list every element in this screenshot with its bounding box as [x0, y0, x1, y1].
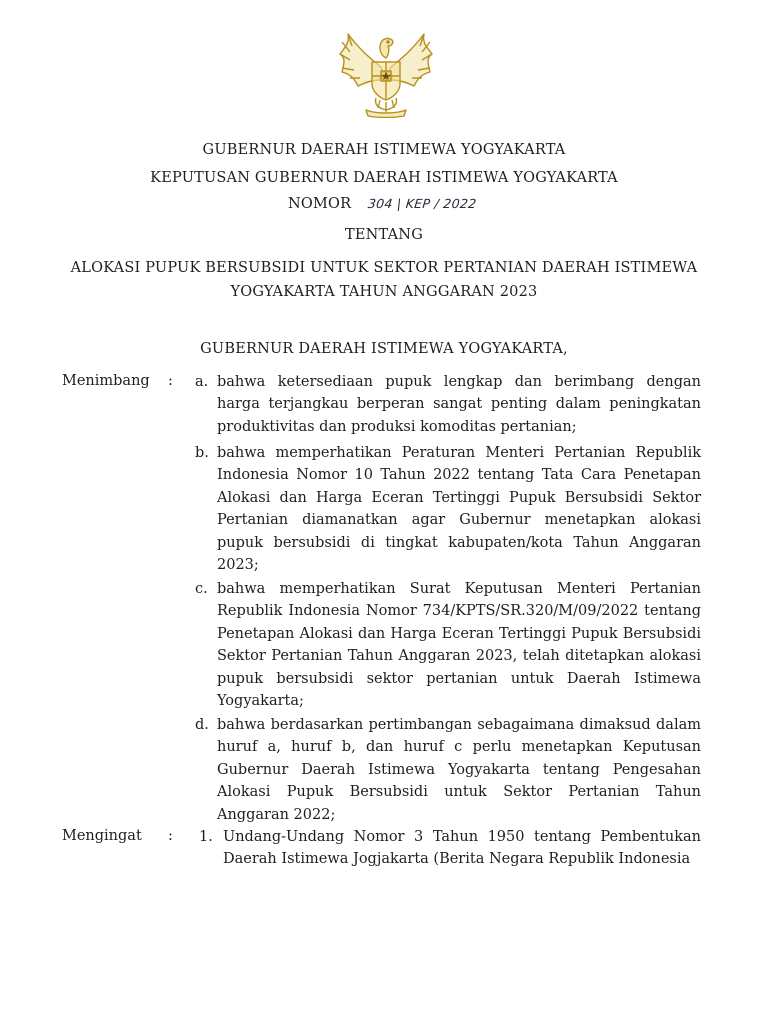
menimbang-colon: :	[168, 373, 173, 389]
item-marker: c.	[195, 581, 208, 597]
governor-intro: GUBERNUR DAERAH ISTIMEWA YOGYAKARTA,	[200, 341, 568, 357]
decree-title-line-2: YOGYAKARTA TAHUN ANGGARAN 2023	[230, 284, 538, 300]
menimbang-item	[195, 714, 701, 826]
item-text: bahwa berdasarkan pertimbangan sebagaimana dimaksud dalam huruf a, huruf b, dan huruf c perlu menetapkan Keputusan Gubernur Daerah Istimewa Yogyakarta tentang Pengesahan Alokasi Pupuk Bersubsidi untuk Sektor Pertanian Tahun Anggaran 2022;	[217, 717, 701, 823]
decree-number-row	[288, 196, 476, 212]
nomor-label: NOMOR	[288, 196, 352, 212]
issuer-heading: GUBERNUR DAERAH ISTIMEWA YOGYAKARTA	[202, 142, 566, 158]
item-text: bahwa ketersediaan pupuk lengkap dan berimbang dengan harga terjangkau berperan sangat penting dalam peningkatan produktivitas dan produksi komoditas pertanian;	[217, 374, 701, 435]
menimbang-item	[195, 442, 701, 576]
item-marker: d.	[195, 717, 209, 733]
menimbang-label: Menimbang	[62, 373, 150, 389]
nomor-handwritten-value: 304 | KEP / 2022	[367, 196, 478, 211]
item-marker: b.	[195, 445, 209, 461]
item-text: bahwa memperhatikan Peraturan Menteri Pertanian Republik Indonesia Nomor 10 Tahun 2022 tentang Tata Cara Penetapan Alokasi dan Harga Eceran Tertinggi Pupuk Bersubsidi Sektor Pertanian diamanatkan agar Gubernur menetapkan alokasi pupuk bersubsidi di tingkat kabupaten/kota Tahun Anggaran 2023;	[217, 445, 701, 574]
garuda-emblem-icon	[330, 28, 442, 118]
item-text: bahwa memperhatikan Surat Keputusan Menteri Pertanian Republik Indonesia Nomor 734/KPTS/SR.320/M/09/2022 tentang Penetapan Alokasi dan Harga Eceran Tertinggi Pupuk Bersubsidi Sektor Pertanian Tahun Anggaran 2023, telah ditetapkan alokasi pupuk bersubsidi sektor pertanian untuk Daerah Istimewa Yogyakarta;	[217, 581, 701, 710]
item-marker: 1.	[199, 829, 213, 845]
mengingat-colon: :	[168, 828, 173, 844]
mengingat-label: Mengingat	[62, 828, 142, 844]
decree-heading: KEPUTUSAN GUBERNUR DAERAH ISTIMEWA YOGYAKARTA	[150, 170, 618, 186]
item-marker: a.	[195, 374, 209, 390]
tentang-heading: TENTANG	[345, 227, 423, 243]
menimbang-item	[195, 578, 701, 712]
mengingat-item	[195, 826, 701, 871]
item-text: Undang-Undang Nomor 3 Tahun 1950 tentang Pembentukan Daerah Istimewa Jogjakarta (Berita Negara Republik Indonesia	[223, 829, 701, 868]
decree-title-line-1: ALOKASI PUPUK BERSUBSIDI UNTUK SEKTOR PERTANIAN DAERAH ISTIMEWA	[70, 260, 698, 276]
menimbang-item	[195, 371, 701, 438]
